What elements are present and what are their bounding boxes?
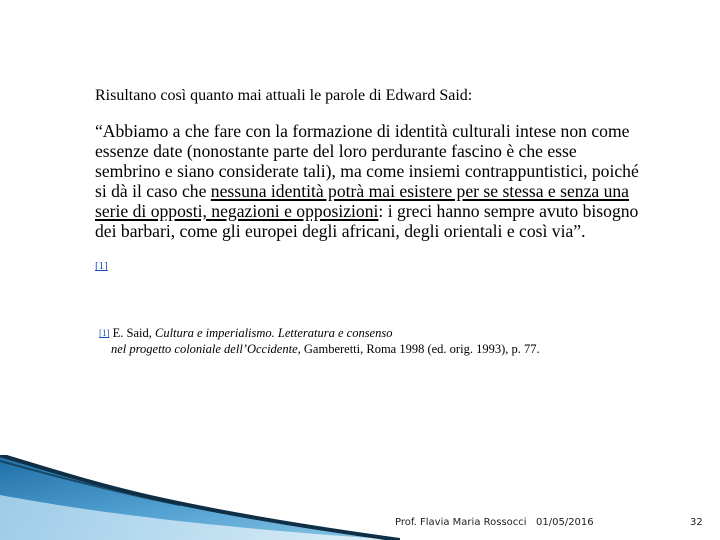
footnote-title-part2: nel progetto coloniale dell’Occidente, xyxy=(111,342,301,356)
footnote-reference-link[interactable]: [1] xyxy=(95,260,108,272)
footer-page-number: 32 xyxy=(690,517,703,528)
footnote-line2 xyxy=(99,341,619,357)
quote-text-after: : i greci hanno sempre avuto bisogno dei barbari, come gli europei degli africani, degli orientali e così via”. xyxy=(95,201,639,241)
footnote xyxy=(99,325,619,357)
intro-text: Risultano così quanto mai attuali le parole di Edward Said: xyxy=(95,87,473,104)
footer-author: Prof. Flavia Maria Rossocci xyxy=(395,517,527,528)
footnote-title-part1: Cultura e imperialismo. Letteratura e consenso xyxy=(154,326,393,340)
decorative-wave-graphic xyxy=(0,455,400,540)
footnote-publisher: Gamberetti, Roma 1998 (ed. orig. 1993), p. 77. xyxy=(300,342,540,356)
quote-block xyxy=(95,121,640,241)
footnote-mark-link[interactable]: [1] xyxy=(99,328,110,338)
footer-date: 01/05/2016 xyxy=(536,517,594,528)
quote-text-before: “Abbiamo a che fare con la formazione di identità culturali intese non come essenze date (nonostante parte del loro perdurante fascino è che esse sembrino e siano considerate tali), ma come insiemi contrappuntistici, poiché si dà il caso che xyxy=(95,121,639,201)
quote-underlined-text: nessuna identità potrà mai esistere per se stessa e senza una serie di opposti, negazioni e opposizioni xyxy=(95,181,629,221)
footnote-author: E. Said, xyxy=(109,326,155,340)
